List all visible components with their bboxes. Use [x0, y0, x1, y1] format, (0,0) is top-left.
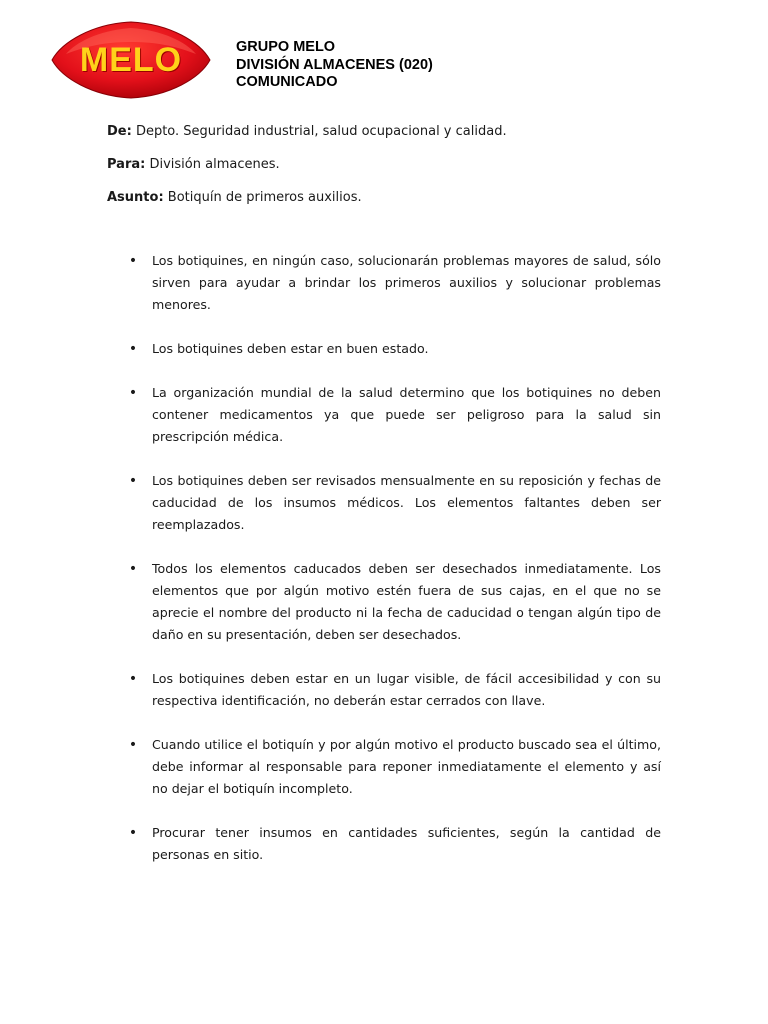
list-item-text: Cuando utilice el botiquín y por algún motivo el producto buscado sea el último, debe informar al responsable para reponer inmediatamente el elemento y así no dejar el botiquín incompleto. [152, 737, 661, 796]
bullet-icon: • [128, 825, 138, 841]
list-item [128, 822, 661, 866]
bullet-icon: • [128, 561, 138, 577]
list-item-text: Procurar tener insumos en cantidades suficientes, según la cantidad de personas en sitio. [152, 825, 661, 862]
bullet-icon: • [128, 385, 138, 401]
melo-logo [50, 20, 212, 100]
to-value: División almacenes. [149, 157, 280, 172]
list-item-text: Los botiquines deben ser revisados mensualmente en su reposición y fechas de caducidad de los insumos médicos. Los elementos faltantes deben ser reemplazados. [152, 473, 661, 532]
bullet-icon: • [128, 671, 138, 687]
list-item [128, 338, 661, 360]
bullet-icon: • [128, 341, 138, 357]
from-value: Depto. Seguridad industrial, salud ocupacional y calidad. [135, 124, 507, 139]
list-item-text: Los botiquines, en ningún caso, solucionarán problemas mayores de salud, sólo sirven para ayudar a brindar los primeros auxilios y solucionar problemas menores. [152, 253, 661, 312]
from-row [107, 122, 667, 155]
document-type: COMUNICADO [236, 74, 338, 90]
list-item [128, 558, 661, 646]
bullet-icon: • [128, 473, 138, 489]
list-item [128, 382, 661, 448]
list-item-text: La organización mundial de la salud determino que los botiquines no deben contener medicamentos ya que puede ser peligroso para la salud sin prescripción médica. [152, 385, 661, 444]
logo-wordmark: MELO [79, 40, 183, 79]
list-item-text: Todos los elementos caducados deben ser desechados inmediatamente. Los elementos que por algún motivo estén fuera de sus cajas, en el que no se aprecie el nombre del producto ni la fecha de caducidad o tengan algún tipo de daño en su presentación, deben ser desechados. [152, 561, 661, 642]
list-item [128, 734, 661, 800]
company-name: GRUPO MELO [236, 39, 336, 55]
bullet-icon: • [128, 253, 138, 269]
list-item [128, 470, 661, 536]
list-item-text: Los botiquines deben estar en buen estado. [152, 341, 429, 356]
document-header [236, 39, 433, 92]
list-item [128, 668, 661, 712]
list-item [128, 250, 661, 316]
subject-value: Botiquín de primeros auxilios. [167, 190, 362, 205]
memo-meta [107, 122, 667, 221]
division-name: DIVISIÓN ALMACENES (020) [236, 56, 433, 73]
guidelines-list [128, 250, 661, 888]
subject-row [107, 188, 667, 221]
bullet-icon: • [128, 737, 138, 753]
to-label: Para: [107, 157, 146, 172]
subject-label: Asunto: [107, 190, 164, 205]
list-item-text: Los botiquines deben estar en un lugar visible, de fácil accesibilidad y con su respectiva identificación, no deberán estar cerrados con llave. [152, 671, 661, 708]
from-label: De: [107, 124, 132, 139]
to-row [107, 155, 667, 188]
